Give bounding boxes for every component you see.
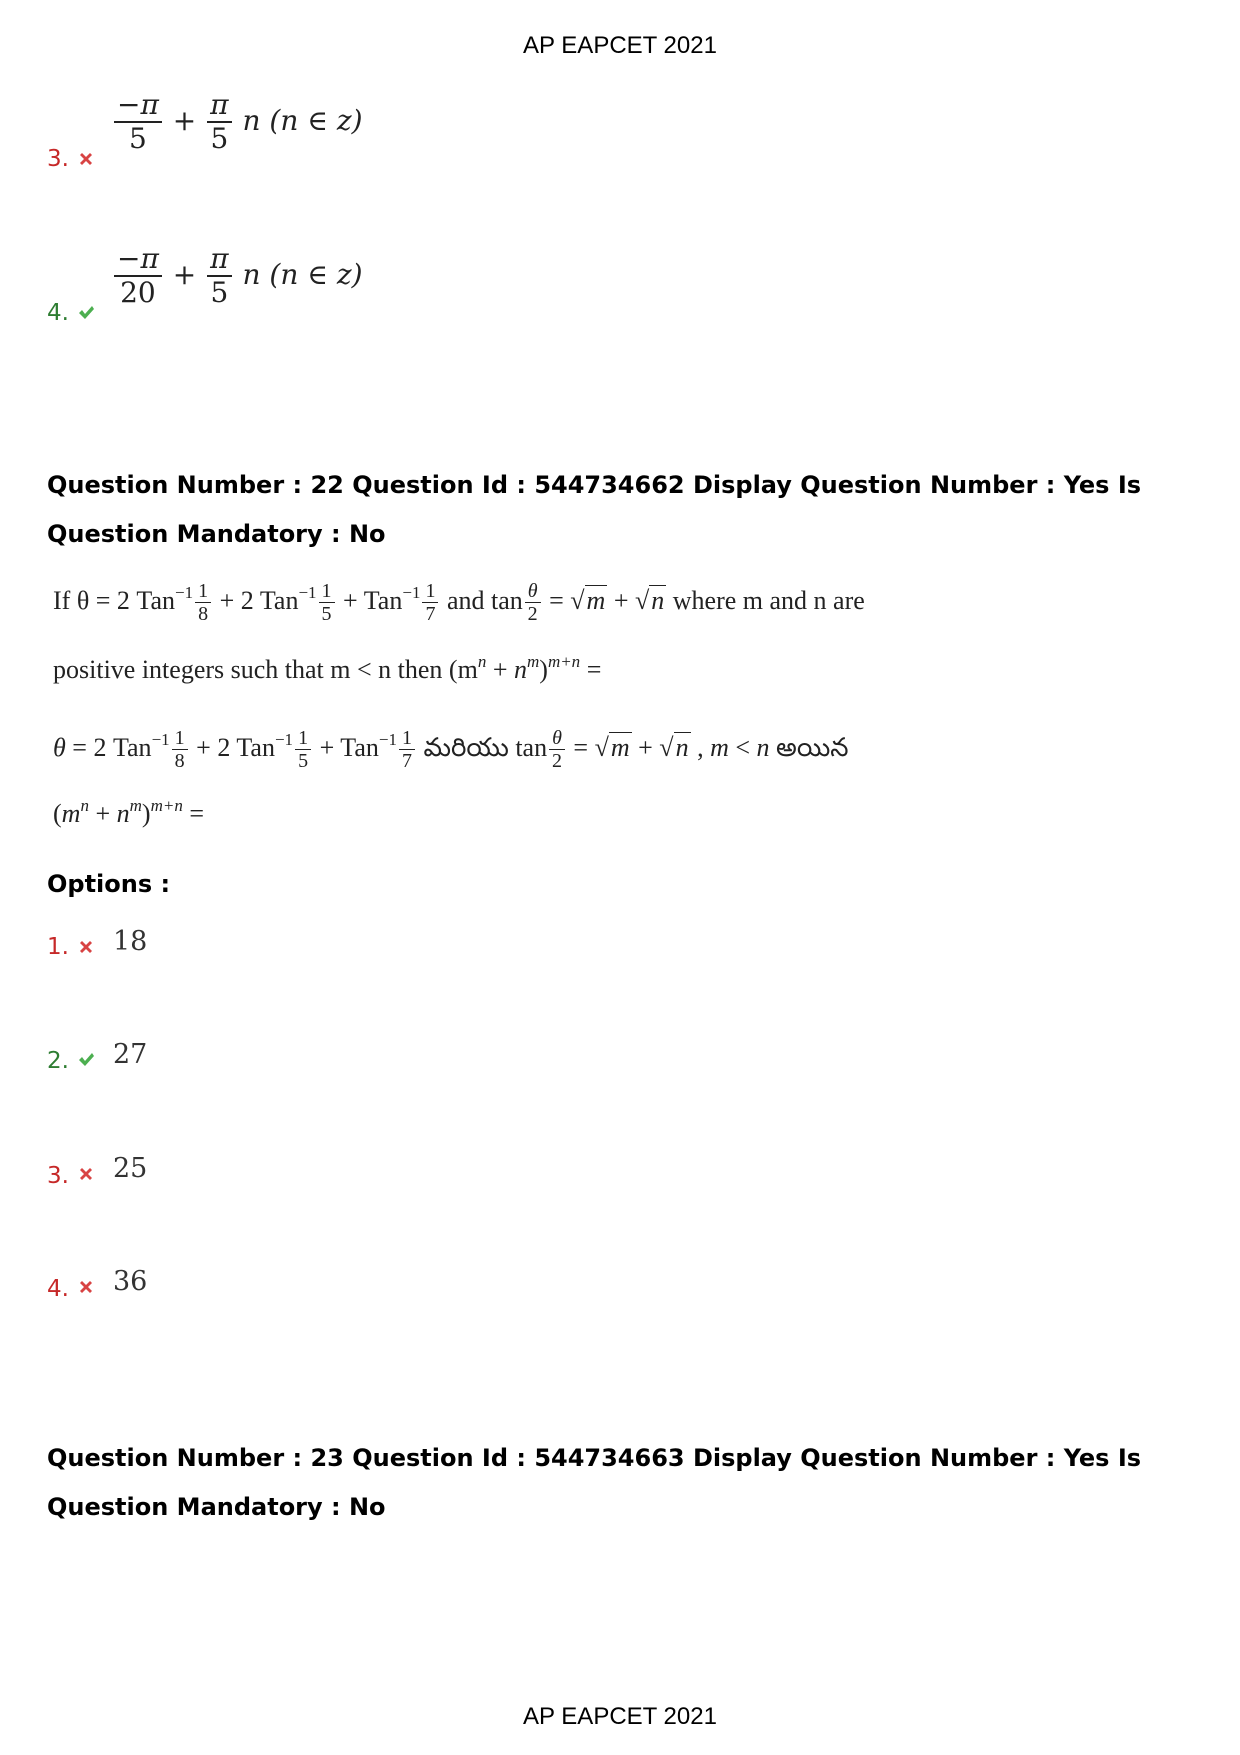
- cross-icon: [77, 938, 95, 956]
- question-22-english-line2: positive integers such that m < n then $(m^n + n^m)^{m+n}$ =: [53, 652, 602, 684]
- option-number: 2.: [47, 1048, 69, 1074]
- option-value: 36: [113, 1266, 148, 1297]
- checkmark-icon: [77, 1051, 95, 1069]
- option-value: 18: [113, 926, 148, 957]
- question-23-header: Question Number : 23 Question Id : 544734663 Display Question Number : Yes Is Question Mandatory : No: [47, 1444, 1142, 1521]
- cross-icon: [77, 1165, 95, 1183]
- page-header: AP EAPCET 2021: [523, 32, 717, 59]
- option-value: 25: [113, 1153, 148, 1184]
- option-4[interactable]: [47, 1266, 167, 1306]
- prev-option-3-expression: $\frac{-\pi}{5}$ + $\frac{\pi}{5}$ n (n ∈ z): [112, 90, 363, 155]
- question-22-header: Question Number : 22 Question Id : 544734662 Display Question Number : Yes Is Question Mandatory : No: [47, 471, 1142, 548]
- option-number: 4.: [47, 300, 69, 326]
- cross-icon: [77, 150, 95, 168]
- option-number: 3.: [47, 146, 69, 172]
- option-number: 4.: [47, 1276, 69, 1302]
- page-footer: AP EAPCET 2021: [523, 1703, 717, 1730]
- checkmark-icon: [77, 304, 95, 322]
- cross-icon: [77, 1278, 95, 1296]
- option-2[interactable]: [47, 1039, 167, 1079]
- option-value: 27: [113, 1039, 148, 1070]
- question-22-telugu-line1: θ = 2 Tan$^{-1}$ $\frac{1}{8}$ + 2 Tan$^{-1}$ $\frac{1}{5}$ + Tan$^{-1}$ $\frac{1}{7}$ మరియు tan $\frac{\theta}{2}$ = √m + √n , m < n అయిన: [53, 727, 849, 772]
- option-3[interactable]: [47, 1153, 167, 1193]
- option-1[interactable]: [47, 926, 167, 966]
- question-22-telugu-line2: $(m^n + n^m)^{m+n}$ =: [53, 796, 204, 828]
- option-number: 1.: [47, 934, 69, 960]
- prev-option-4-expression: $\frac{-\pi}{20}$ + $\frac{\pi}{5}$ n (n ∈ z): [112, 244, 363, 309]
- options-label: Options :: [47, 870, 171, 898]
- option-number: 3.: [47, 1163, 69, 1189]
- question-22-english-line1: If θ = 2 Tan$^{-1}$ $\frac{1}{8}$ + 2 Tan$^{-1}$ $\frac{1}{5}$ + Tan$^{-1}$ $\frac{1}{7}$ and tan $\frac{\theta}{2}$ = √m + √n where m and n are: [53, 580, 865, 625]
